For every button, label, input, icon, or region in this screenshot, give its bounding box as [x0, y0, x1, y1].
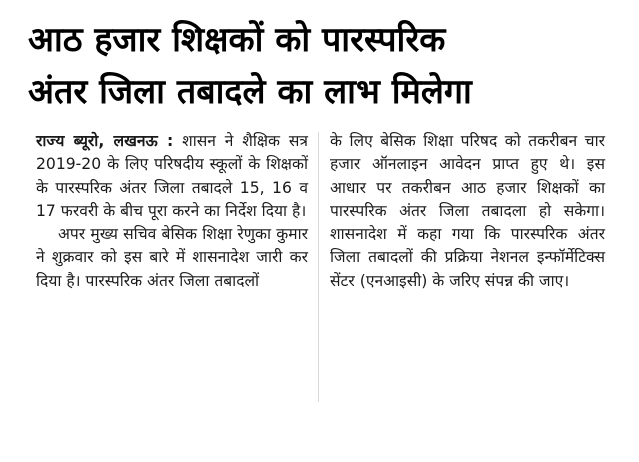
article-column-left [36, 130, 308, 293]
headline [28, 14, 628, 118]
headline-line-1: आठ हजार शिक्षकों को पारस्परिक [28, 20, 446, 60]
article-paragraph-2-continued: के लिए बेसिक शिक्षा परिषद को तकरीबन चार हजार ऑनलाइन आवेदन प्राप्त हुए थे। इस आधार पर तकरीबन आठ हजार शिक्षकों का पारस्परिक अंतर जिला तबादला हो सकेगा। शासनादेश में कहा गया कि पारस्परिक अंतर जिला तबादलों की प्रक्रिया नेशनल इन्फॉर्मेटिक्स सेंटर (एनआइसी) के जरिए संपन्न की जाए। [330, 132, 605, 290]
article-paragraph-2: अपर मुख्य सचिव बेसिक शिक्षा रेणुका कुमार ने शुक्रवार को इस बारे में शासनादेश जारी कर दिया है। पारस्परिक अंतर जिला तबादलों [36, 225, 308, 290]
headline-line-2: अंतर जिला तबादले का लाभ मिलेगा [28, 72, 472, 112]
paragraph-1-text: शासन ने शैक्षिक सत्र 2019-20 के लिए परिषदीय स्कूलों के शिक्षकों के पारस्परिक अंतर जिला तबादले 15, 16 व 17 फरवरी के बीच पूरा करने का निर्देश दिया है। [36, 132, 308, 220]
column-divider [318, 132, 319, 402]
article-paragraph-1 [36, 130, 308, 223]
dateline: राज्य ब्यूरो, लखनऊ : [36, 132, 174, 150]
article-column-right [330, 130, 605, 293]
